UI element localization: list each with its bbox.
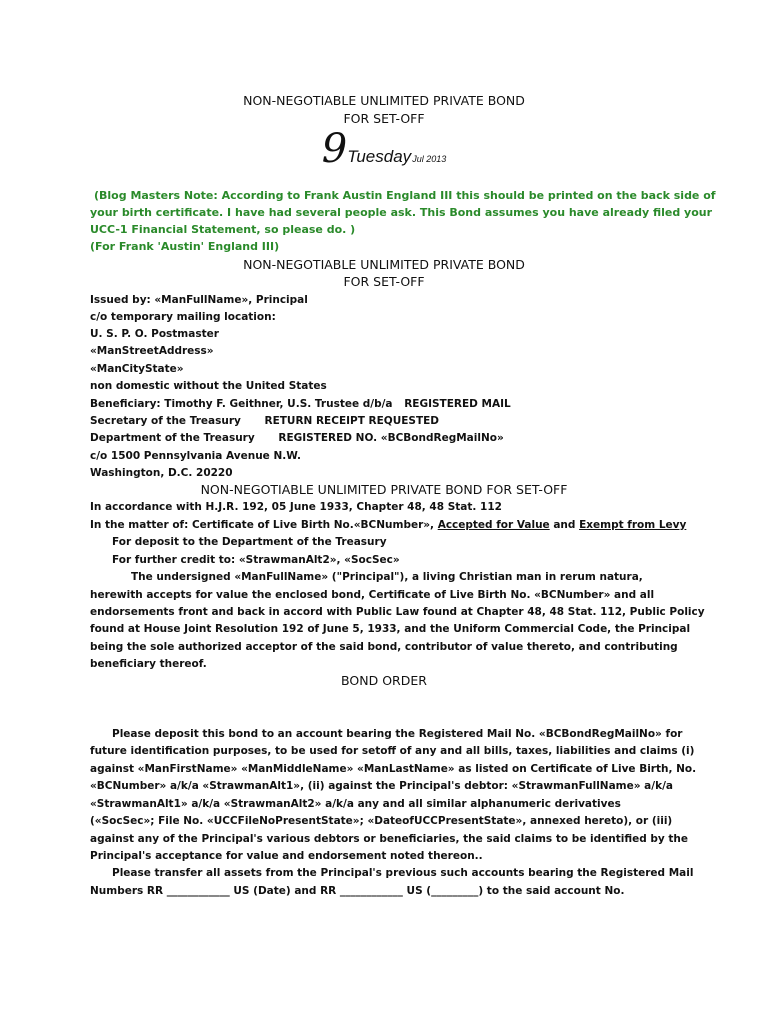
avenue: c/o 1500 Pennsylvania Avenue N.W.	[90, 450, 301, 462]
beneficiary	[90, 397, 511, 411]
para1-line-6: beneficiary thereof.	[90, 658, 207, 670]
issued-by: Issued by: «ManFullName», Principal	[90, 294, 308, 306]
date-month: Jul 2013	[412, 154, 447, 164]
note-line-3: UCC-1 Financial Statement, so please do. )	[90, 223, 356, 236]
document-subtitle: FOR SET-OFF	[343, 111, 425, 126]
accepted-for-value: Accepted for Value	[437, 519, 550, 531]
para1-line-4: found at House Joint Resolution 192 of June 5, 1933, and the Uniform Commercial Code, the Principal	[90, 623, 691, 635]
department-line	[90, 431, 504, 445]
non-domestic: non domestic without the United States	[90, 380, 327, 392]
bond-order-heading: BOND ORDER	[341, 673, 427, 688]
para3-line-2: Numbers RR ____________ US (Date) and RR ____________ US (_________) to the said account No.	[90, 885, 625, 897]
registered-mail: REGISTERED MAIL	[404, 398, 511, 410]
matter-prefix: In the matter of: Certificate of Live Birth No.«BCNumber»,	[90, 519, 438, 531]
para2-line-8: Principal's acceptance for value and endorsement noted thereon..	[90, 850, 483, 862]
accordance: In accordance with H.J.R. 192, 05 June 1933, Chapter 48, 48 Stat. 112	[90, 501, 502, 513]
para2-line-5: «StrawmanAlt1» a/k/a «StrawmanAlt2» a/k/a any and all similar alphanumeric derivatives	[90, 798, 621, 810]
note-line-1: (Blog Masters Note: According to Frank Austin England III this should be printed on the back side of	[94, 189, 716, 202]
date-stamp	[0, 126, 768, 172]
return-receipt: RETURN RECEIPT REQUESTED	[264, 415, 440, 427]
note-line-4: (For Frank 'Austin' England III)	[90, 240, 280, 253]
postmaster: U. S. P. O. Postmaster	[90, 328, 219, 340]
registered-no: REGISTERED NO. «BCBondRegMailNo»	[278, 432, 504, 444]
para1-line-5: being the sole authorized acceptor of the said bond, contributor of value thereto, and contributing	[90, 641, 678, 653]
credit-line: For further credit to: «StrawmanAlt2», «SocSec»	[112, 554, 400, 566]
para2-line-7: against any of the Principal's various debtors or beneficiaries, the said claims to be identified by the	[90, 833, 689, 845]
para2-line-4: «BCNumber» a/k/a «StrawmanAlt1», (ii) against the Principal's debtor: «StrawmanFullName» a/k/a	[90, 780, 674, 792]
matter-line	[90, 518, 686, 532]
para2-line-6: («SocSec»; File No. «UCCFileNoPresentState»; «DateofUCCPresentState», annexed hereto), or (iii)	[90, 815, 673, 827]
para1-line-1: The undersigned «ManFullName» ("Principal"), a living Christian man in rerum natura,	[131, 571, 643, 583]
para2-line-1: Please deposit this bond to an account bearing the Registered Mail No. «BCBondRegMailNo» for	[112, 728, 683, 740]
street-address: «ManStreetAddress»	[90, 345, 214, 357]
matter-and: and	[549, 519, 580, 531]
exempt-from-levy: Exempt from Levy	[579, 519, 687, 531]
para2-line-2: future identification purposes, to be used for setoff of any and all bills, taxes, liabilities and claims (i)	[90, 745, 695, 757]
date-weekday: Tuesday	[347, 147, 412, 166]
section-subtitle: FOR SET-OFF	[343, 274, 425, 289]
beneficiary-name: Beneficiary: Timothy F. Geithner, U.S. Trustee d/b/a	[90, 398, 393, 410]
washington: Washington, D.C. 20220	[90, 467, 233, 479]
section-title: NON-NEGOTIABLE UNLIMITED PRIVATE BOND	[243, 257, 525, 272]
para1-line-2: herewith accepts for value the enclosed bond, Certificate of Live Birth No. «BCNumber» and all	[90, 589, 655, 601]
date-day: 9	[321, 126, 347, 172]
document-title: NON-NEGOTIABLE UNLIMITED PRIVATE BOND	[243, 93, 525, 108]
department: Department of the Treasury	[90, 432, 255, 444]
city-state: «ManCityState»	[90, 363, 184, 375]
temp-mailing: c/o temporary mailing location:	[90, 311, 276, 323]
para3-line-1: Please transfer all assets from the Principal's previous such accounts bearing the Registered Mail	[112, 867, 694, 879]
para2-line-3: against «ManFirstName» «ManMiddleName» «ManLastName» as listed on Certificate of Live Birth, No.	[90, 763, 697, 775]
bond-title: NON-NEGOTIABLE UNLIMITED PRIVATE BOND FOR SET-OFF	[200, 482, 568, 497]
note-line-2: your birth certificate. I have had several people ask. This Bond assumes you have already filed your	[90, 206, 713, 219]
secretary-line	[90, 414, 439, 428]
deposit-line: For deposit to the Department of the Treasury	[112, 536, 387, 548]
para1-line-3: endorsements front and back in accord with Public Law found at Chapter 48, 48 Stat. 112, Public Policy	[90, 606, 705, 618]
secretary: Secretary of the Treasury	[90, 415, 241, 427]
